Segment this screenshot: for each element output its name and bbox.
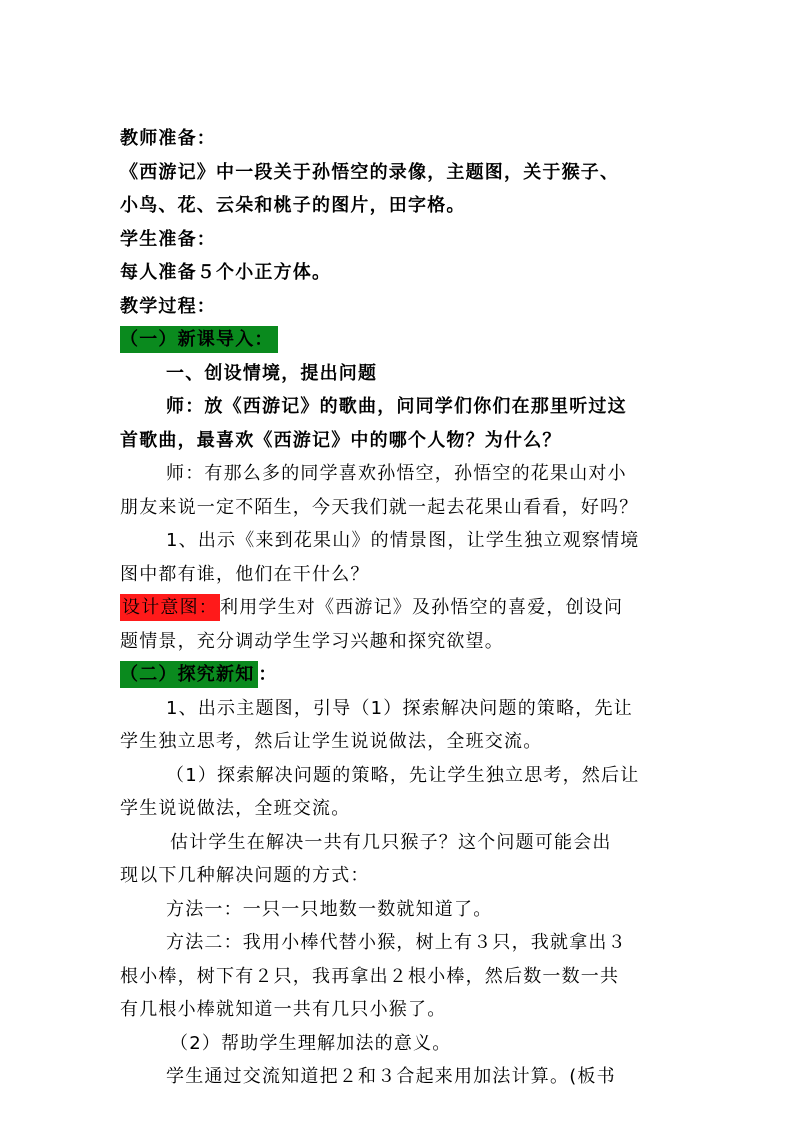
lesson-plan-body xyxy=(120,122,680,1094)
method-two-line: 根小棒，树下有２只，我再拿出２根小棒，然后数一数一共 xyxy=(120,965,620,987)
section1-paragraph-line: 首歌曲，最喜欢《西游记》中的哪个人物？为什么？ xyxy=(120,429,562,451)
teacher-prep-line: 小鸟、花、云朵和桃子的图片，田字格。 xyxy=(120,195,466,216)
section1-paragraph-line: 图中都有谁，他们在干什么？ xyxy=(120,563,370,585)
section2-paragraph-line: 1、出示主题图，引导（1）探索解决问题的策略，先让 xyxy=(166,697,633,719)
section2-paragraph-line: （2）帮助学生理解加法的意义。 xyxy=(170,1032,452,1054)
section1-subheading: 一、创设情境，提出问题 xyxy=(166,362,378,384)
design-intent-line: 题情景，充分调动学生学习兴趣和探究欲望。 xyxy=(120,630,504,652)
section1-heading-row xyxy=(120,323,680,357)
section1-paragraph-line: 朋友来说一定不陌生，今天我们就一起去花果山看看，好吗？ xyxy=(120,496,639,518)
teacher-prep-line: 《西游记》中一段关于孙悟空的录像，主题图，关于猴子、 xyxy=(120,161,620,183)
design-intent-row xyxy=(120,591,680,625)
student-prep-title: 学生准备： xyxy=(120,228,216,250)
section2-heading: （二）探究新知 xyxy=(120,661,258,688)
design-intent-text: 利用学生对《西游记》及孙悟空的喜爱，创设问 xyxy=(220,597,624,618)
section1-paragraph-line: 师：放《西游记》的歌曲，问同学们你们在那里听过这 xyxy=(166,396,627,417)
method-two-line: 方法二：我用小棒代替小猴，树上有３只，我就拿出３ xyxy=(166,932,627,953)
design-intent-label: 设计意图： xyxy=(120,594,220,621)
method-one: 方法一：一只一只地数一数就知道了。 xyxy=(166,898,493,920)
teacher-prep-title: 教师准备： xyxy=(120,128,216,149)
process-title: 教学过程： xyxy=(120,295,216,317)
section1-paragraph-line: 1、出示《来到花果山》的情景图，让学生独立观察情境 xyxy=(166,530,640,551)
section2-heading-row xyxy=(120,658,680,692)
section1-paragraph-line: 师：有那么多的同学喜欢孙悟空，孙悟空的花果山对小 xyxy=(166,463,627,484)
section2-paragraph-line: 学生独立思考，然后让学生说说做法，全班交流。 xyxy=(120,731,543,752)
section2-paragraph-line: （1）探索解决问题的策略，先让学生独立思考，然后让 xyxy=(166,764,640,786)
method-two-line: 有几根小棒就知道一共有几只小猴了。 xyxy=(120,999,447,1020)
section2-paragraph-line: 估计学生在解决一共有几只猴子？这个问题可能会出 xyxy=(170,831,612,853)
student-prep-text: 每人准备５个小正方体。 xyxy=(120,262,332,283)
section2-paragraph-line: 学生说说做法，全班交流。 xyxy=(120,798,351,819)
section2-paragraph-line: 学生通过交流知道把２和３合起来用加法计算。(板书 xyxy=(166,1066,616,1087)
section2-paragraph-line: 现以下几种解决问题的方式： xyxy=(120,865,370,886)
section2-heading-colon: ： xyxy=(258,664,278,685)
section1-heading: （一）新课导入： xyxy=(120,326,278,353)
